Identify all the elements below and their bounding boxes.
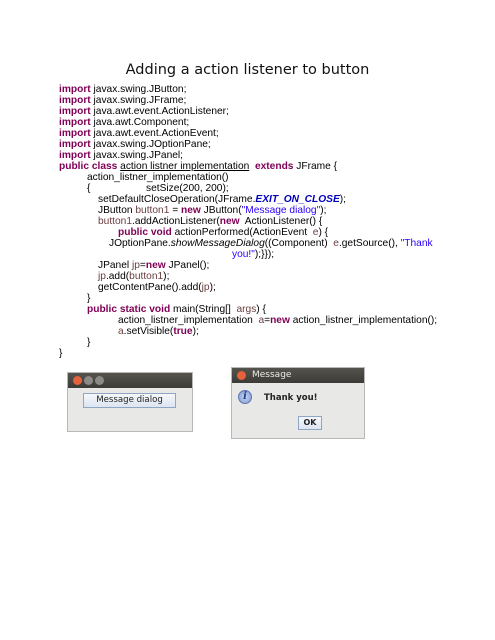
keyword: import — [59, 95, 91, 106]
code-text: action_listner_implementation — [118, 315, 259, 326]
code-line — [98, 271, 169, 282]
close-icon[interactable] — [237, 371, 246, 380]
variable: e — [333, 238, 339, 249]
dialog-titlebar — [232, 368, 364, 383]
code-text: .setVisible( — [123, 326, 174, 337]
variable: jp — [131, 260, 140, 271]
code-line — [98, 205, 326, 216]
close-icon[interactable] — [73, 376, 82, 385]
method-name: showMessageDialog — [170, 238, 265, 249]
code-text: javax.swing.JFrame; — [90, 95, 187, 106]
keyword: import — [59, 84, 91, 95]
code-text: );}}); — [254, 249, 275, 260]
window-titlebar — [68, 373, 192, 388]
keyword: public class — [59, 161, 118, 172]
code-line — [59, 139, 211, 150]
code-line: action_listner_implementation() — [87, 172, 229, 183]
code-text: JPanel — [98, 260, 132, 271]
code-text: javax.swing.JOptionPane; — [90, 139, 211, 150]
variable: button1 — [98, 216, 132, 227]
variable: button1 — [129, 271, 164, 282]
keyword: import — [59, 150, 91, 161]
code-text: getContentPane().add( — [98, 282, 202, 293]
code-line — [232, 249, 274, 260]
code-text: = — [264, 315, 271, 326]
maximize-icon[interactable] — [95, 376, 104, 385]
dialog-message: Thank you! — [264, 393, 318, 403]
code-text: ActionListener() { — [239, 216, 323, 227]
code-text: = — [139, 260, 146, 271]
code-line — [109, 238, 433, 249]
code-text: JButton — [98, 205, 136, 216]
code-text: javax.swing.JButton; — [90, 84, 187, 95]
jframe-window — [67, 372, 193, 432]
code-text: JOptionPane. — [109, 238, 171, 249]
code-line — [59, 128, 219, 139]
code-text: .addActionListener( — [132, 216, 220, 227]
keyword: import — [59, 128, 91, 139]
keyword: public void — [118, 227, 172, 238]
code-text: setSize(200, 200); — [146, 183, 229, 194]
code-line — [118, 326, 199, 337]
variable: a — [258, 315, 265, 326]
code-text: ); — [339, 194, 346, 205]
code-text: java.awt.event.ActionEvent; — [90, 128, 219, 139]
keyword: public static void — [87, 304, 171, 315]
keyword: new — [145, 260, 166, 271]
page-title: Adding a action listener to button — [125, 62, 370, 78]
variable: a — [118, 326, 124, 337]
code-line — [59, 95, 186, 106]
code-line: } — [87, 293, 91, 304]
code-text: ); — [192, 326, 199, 337]
info-icon: i — [238, 390, 252, 404]
keyword: true — [173, 326, 193, 337]
code-text: ); — [163, 271, 170, 282]
code-line: } — [87, 337, 91, 348]
code-line — [87, 183, 229, 194]
variable: button1 — [135, 205, 170, 216]
class-name: action listner implementation — [120, 161, 250, 172]
code-line — [98, 216, 322, 227]
code-text: = — [169, 205, 182, 216]
code-text: JButton( — [200, 205, 242, 216]
code-line — [59, 106, 229, 117]
code-text: ); — [209, 282, 216, 293]
string-literal: "Message dialog" — [241, 205, 321, 216]
code-text: setDefaultCloseOperation(JFrame. — [98, 194, 256, 205]
code-text: { — [87, 183, 91, 194]
string-literal: you!" — [232, 249, 255, 260]
constant: EXIT_ON_CLOSE — [255, 194, 340, 205]
code-text: actionPerformed(ActionEvent — [171, 227, 313, 238]
code-text: ) { — [318, 227, 329, 238]
code-text: .add( — [105, 271, 130, 282]
variable: e — [312, 227, 319, 238]
code-line — [118, 315, 437, 326]
ok-button[interactable]: OK — [298, 416, 322, 430]
message-dialog-button[interactable]: Message dialog — [83, 393, 176, 408]
string-literal: "Thank — [400, 238, 433, 249]
code-text: javax.swing.JPanel; — [90, 150, 184, 161]
code-text: ((Component) — [264, 238, 334, 249]
code-text: main(String[] — [170, 304, 237, 315]
variable: jp — [98, 271, 106, 282]
keyword: new — [270, 315, 290, 326]
variable: jp — [201, 282, 210, 293]
code-text: ); — [320, 205, 327, 216]
minimize-icon[interactable] — [84, 376, 93, 385]
keyword: import — [59, 106, 91, 117]
code-text: JPanel(); — [165, 260, 210, 271]
keyword: new — [219, 216, 240, 227]
code-text: java.awt.event.ActionListener; — [90, 106, 229, 117]
code-line — [98, 260, 209, 271]
keyword: import — [59, 117, 91, 128]
code-text: .getSource(), — [338, 238, 401, 249]
code-text: action_listner_implementation(); — [289, 315, 438, 326]
keyword: import — [59, 139, 91, 150]
code-line — [59, 84, 186, 95]
keyword: extends — [254, 161, 294, 172]
code-line — [118, 227, 328, 238]
keyword: new — [181, 205, 201, 216]
code-line — [87, 304, 266, 315]
code-line — [98, 194, 346, 205]
code-line — [59, 150, 183, 161]
code-text: ) { — [256, 304, 266, 315]
code-text: JFrame { — [293, 161, 338, 172]
code-line — [59, 161, 337, 172]
code-line: } — [59, 348, 63, 359]
dialog-title: Message — [252, 370, 292, 380]
code-text: java.awt.Component; — [90, 117, 190, 128]
variable: args — [236, 304, 257, 315]
code-line — [59, 117, 189, 128]
message-dialog — [231, 367, 365, 439]
code-line — [98, 282, 216, 293]
